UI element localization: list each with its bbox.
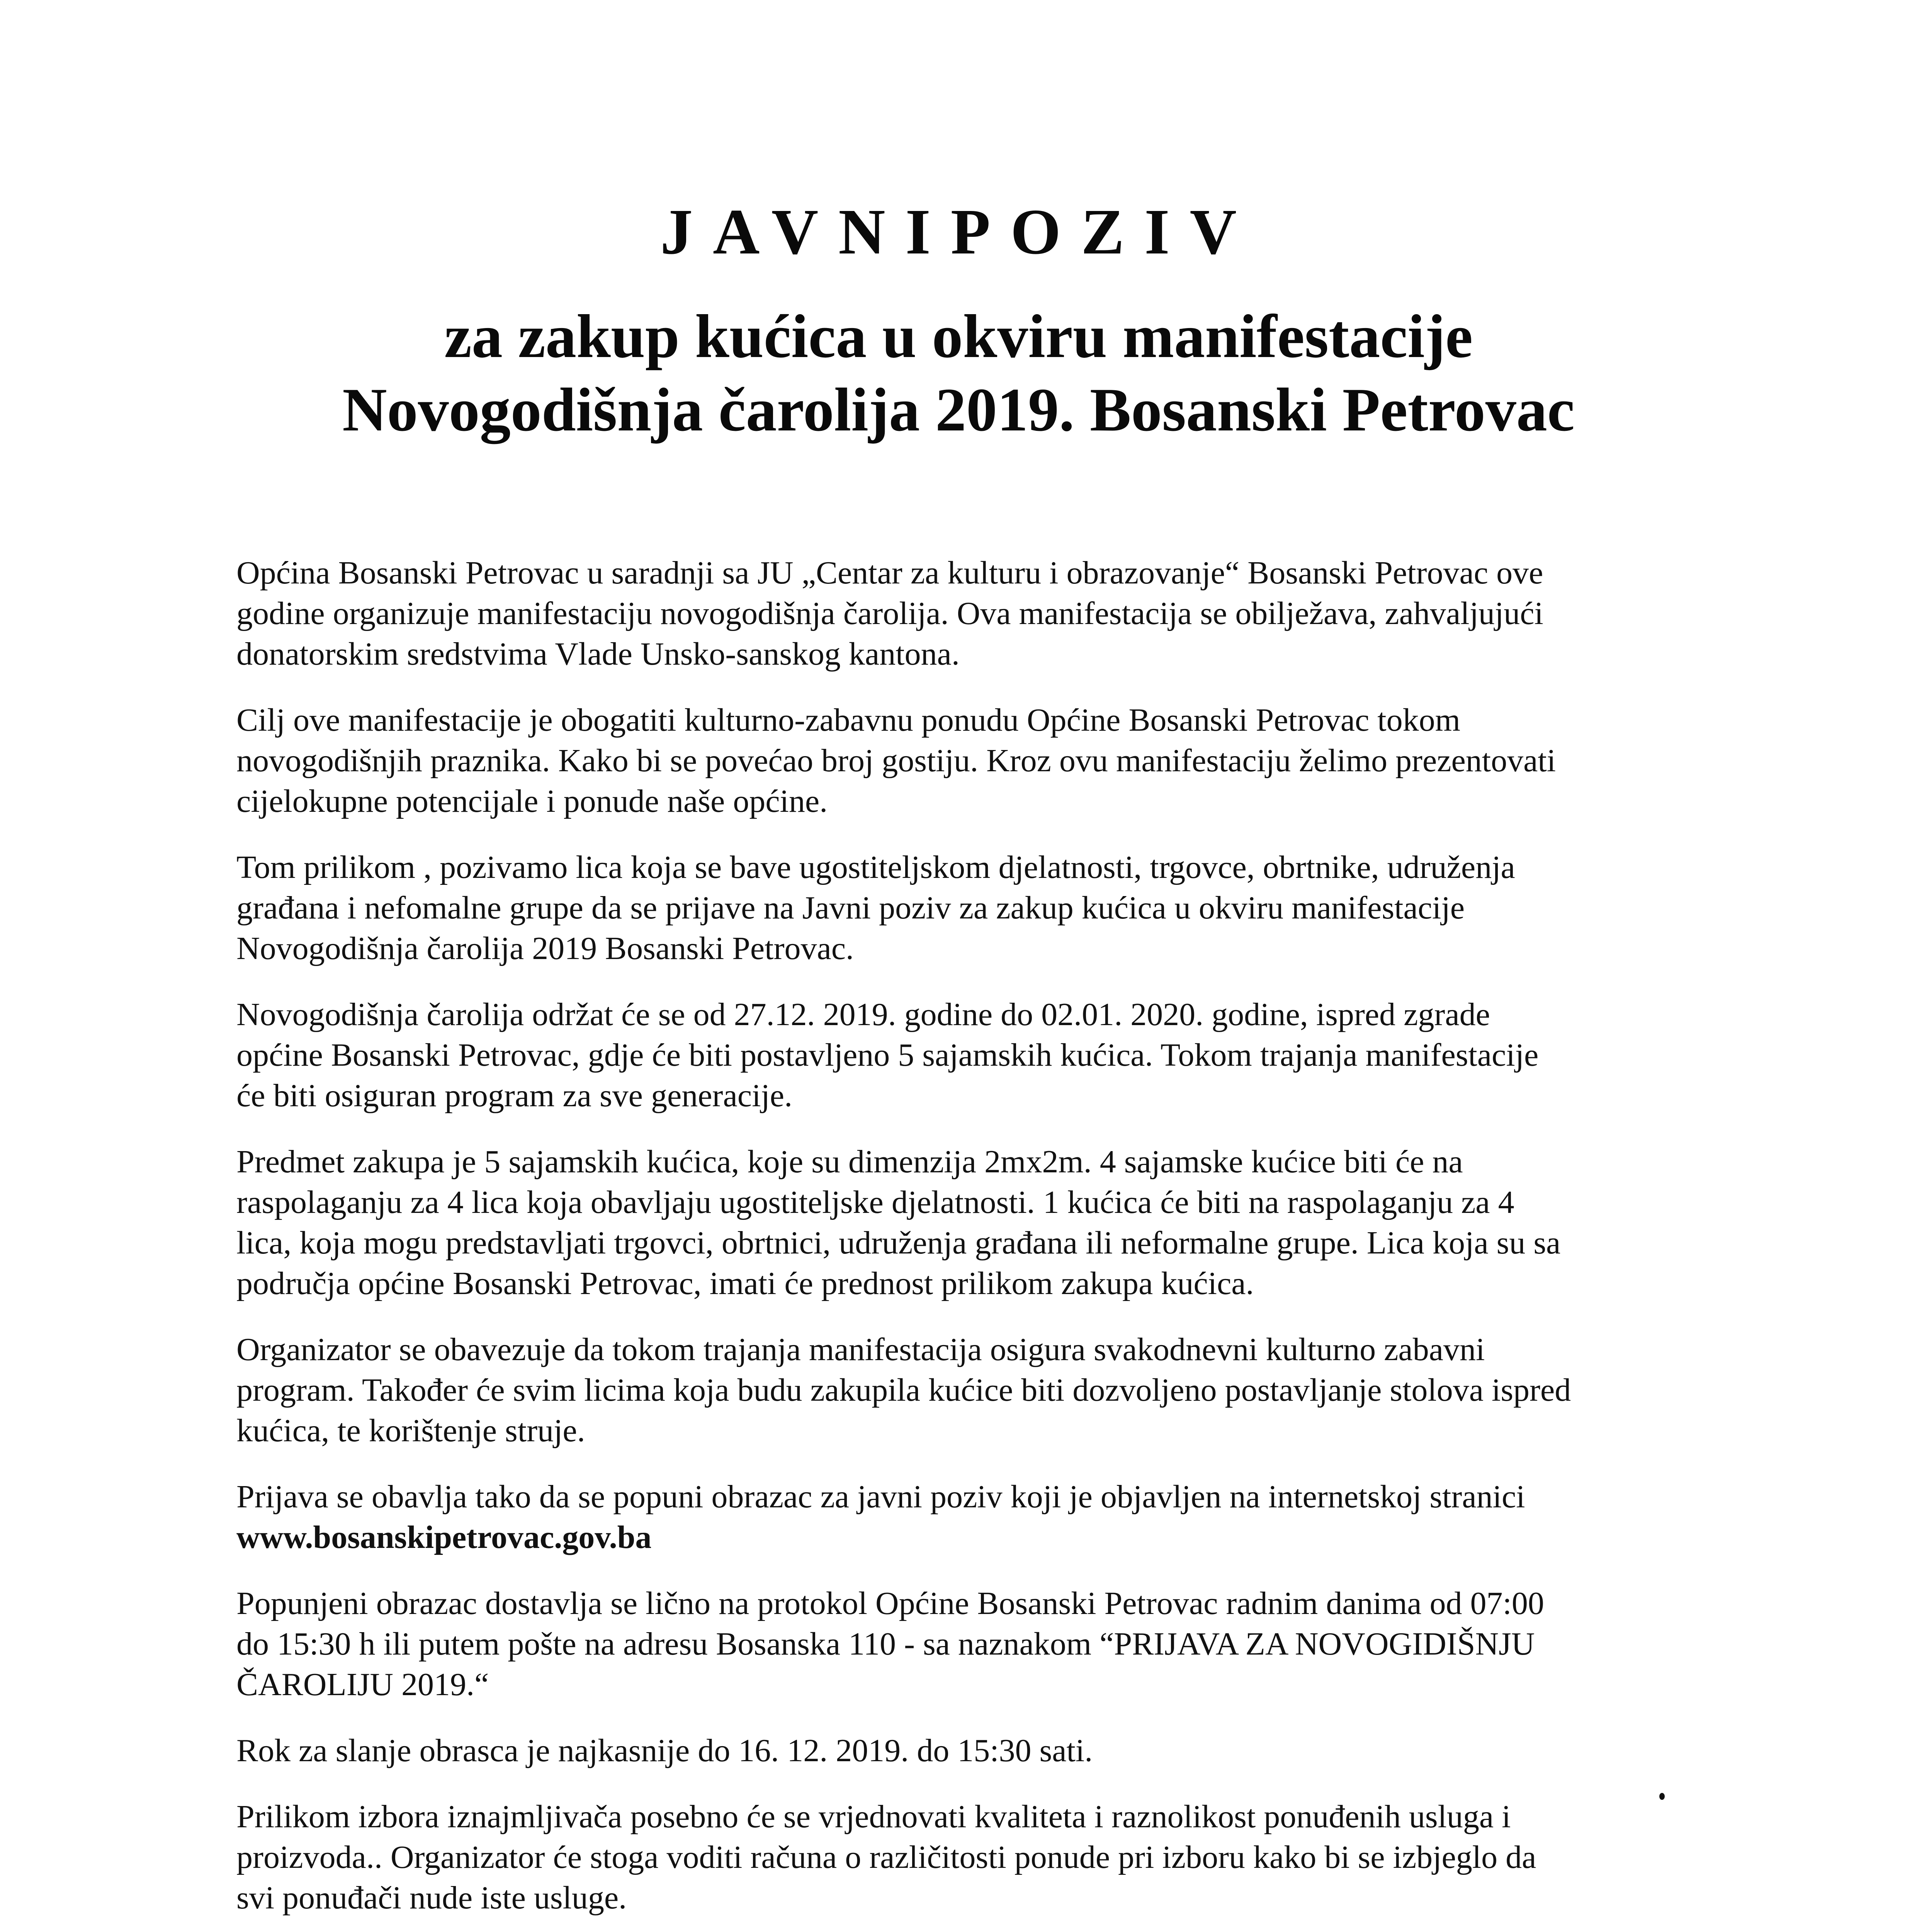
document-body xyxy=(236,553,1712,1932)
paragraph-line: Prijava se obavlja tako da se popuni obrazac za javni poziv koji je objavljen na internetskoj stranici xyxy=(236,1479,1525,1515)
paragraph xyxy=(236,700,1712,821)
paragraph xyxy=(236,1583,1712,1705)
paragraph-line: do 15:30 h ili putem pošte na adresu Bosanska 110 - sa naznakom “PRIJAVA ZA NOVOGIDIŠNJU xyxy=(236,1626,1535,1662)
paragraph-line: proizvoda.. Organizator će stoga voditi računa o različitosti ponude pri izboru kako bi se izbjeglo da xyxy=(236,1839,1536,1875)
paragraph-line: lica, koja mogu predstavljati trgovci, obrtnici, udruženja građana ili neformalne grupe. Lica koja su sa xyxy=(236,1225,1561,1261)
paragraph-line: program. Također će svim licima koja budu zakupila kućice biti dozvoljeno postavljanje stolova ispred xyxy=(236,1372,1571,1408)
paragraph-line: Predmet zakupa je 5 sajamskih kućica, koje su dimenzija 2mx2m. 4 sajamske kućice biti će na xyxy=(236,1144,1463,1180)
paragraph-line: Organizator se obavezuje da tokom trajanja manifestacija osigura svakodnevni kulturno zabavni xyxy=(236,1332,1485,1367)
paragraph-line: Rok za slanje obrasca je najkasnije do 16. 12. 2019. do 15:30 sati. xyxy=(236,1733,1093,1769)
paragraph-line: Općina Bosanski Petrovac u saradnji sa JU „Centar za kulturu i obrazovanje“ Bosanski Petrovac ove xyxy=(236,555,1543,591)
document-subtitle-line-1: za zakup kućica u okviru manifestacije xyxy=(444,302,1473,371)
paragraph-line: općine Bosanski Petrovac, gdje će biti postavljeno 5 sajamskih kućica. Tokom trajanja manifestacije xyxy=(236,1037,1539,1073)
website-link[interactable]: www.bosanskipetrovac.gov.ba xyxy=(236,1519,652,1555)
scan-artifact-dot xyxy=(1659,1793,1665,1800)
paragraph xyxy=(236,553,1712,674)
paragraph-line: cijelokupne potencijale i ponude naše općine. xyxy=(236,783,828,819)
paragraph-line: Novogodišnja čarolija održat će se od 27.12. 2019. godine do 02.01. 2020. godine, ispred zgrade xyxy=(236,997,1490,1032)
document-subtitle-line-2: Novogodišnja čarolija 2019. Bosanski Petrovac xyxy=(342,375,1575,444)
paragraph xyxy=(236,1730,1712,1771)
paragraph-line: donatorskim sredstvima Vlade Unsko-sanskog kantona. xyxy=(236,636,960,672)
paragraph-line: kućica, te korištenje struje. xyxy=(236,1413,585,1449)
paragraph-line: Tom prilikom , pozivamo lica koja se bave ugostiteljskom djelatnosti, trgovce, obrtnike, udruženja xyxy=(236,849,1515,885)
paragraph-line: područja općine Bosanski Petrovac, imati će prednost prilikom zakupa kućica. xyxy=(236,1265,1254,1301)
paragraph-line: će biti osiguran program za sve generacije. xyxy=(236,1078,793,1114)
paragraph-line: novogodišnjih praznika. Kako bi se povećao broj gostiju. Kroz ovu manifestaciju želimo prezentovati xyxy=(236,743,1556,779)
paragraph-line: Popunjeni obrazac dostavlja se lično na protokol Općine Bosanski Petrovac radnim danima od 07:00 xyxy=(236,1585,1544,1621)
paragraph xyxy=(236,1796,1712,1918)
paragraph xyxy=(236,1329,1712,1451)
paragraph xyxy=(236,847,1712,969)
paragraph xyxy=(236,1141,1712,1304)
paragraph xyxy=(236,1476,1712,1558)
paragraph xyxy=(236,994,1712,1116)
paragraph-line: građana i nefomalne grupe da se prijave na Javni poziv za zakup kućica u okviru manifestacije xyxy=(236,890,1465,926)
paragraph-line: Cilj ove manifestacije je obogatiti kulturno-zabavnu ponudu Općine Bosanski Petrovac tokom xyxy=(236,702,1460,738)
paragraph-line: ČAROLIJU 2019.“ xyxy=(236,1667,489,1702)
paragraph-line: Prilikom izbora iznajmljivača posebno će se vrjednovati kvaliteta i raznolikost ponuđenih usluga i xyxy=(236,1799,1511,1835)
paragraph-line: svi ponuđači nude iste usluge. xyxy=(236,1880,627,1916)
paragraph-line: Novogodišnja čarolija 2019 Bosanski Petrovac. xyxy=(236,930,854,966)
document-title: JAVNIPOZIV xyxy=(660,196,1257,268)
paragraph-line: godine organizuje manifestaciju novogodišnja čarolija. Ova manifestacija se obilježava, zahvaljujući xyxy=(236,595,1543,631)
paragraph-line: raspolaganju za 4 lica koja obavljaju ugostiteljske djelatnosti. 1 kućica će biti na raspolaganju za 4 xyxy=(236,1184,1514,1220)
